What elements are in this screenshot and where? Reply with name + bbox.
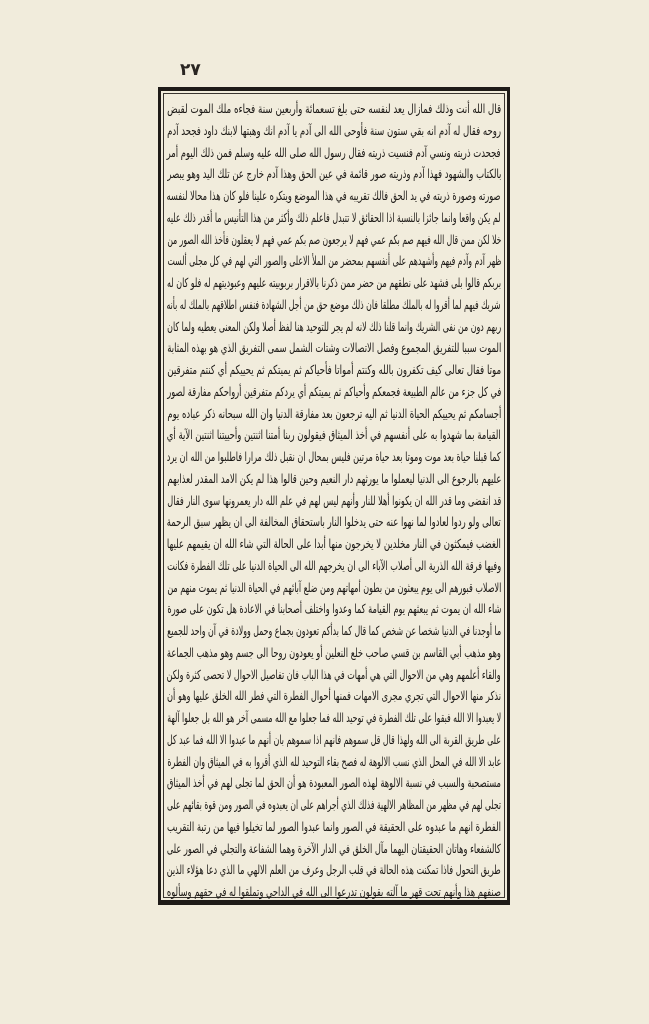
text-line: قد انقضى وما قدر الله ان يكونوا أهلا للنار وأنهم ليس لهم في علم الله دار يعمرونها سوى النار فقال	[167, 492, 501, 508]
text-line: فجحدت ذريته ونسي آدم فنسيت ذريته فقال رسول الله صلى الله عليه وسلم فمن ذلك اليوم أمر	[167, 144, 501, 160]
text-line: ظهر آدم وآدم فيهم وأشهدهم على أنفسهم بمحضر من الملأ الاعلى والصور التي لهم في كل مجلى ألست	[167, 253, 501, 269]
text-line: تجلى لهم في مظهر من المظاهر الالهية فذلك الذي أجراهم على ان يعبدوه في الصور ومن قوة بقائهم على	[167, 797, 501, 812]
text-line: الفطرة انهم ما عبدوه على الحقيقة في الصور وانما عبدوا الصور لما تخيلوا فيها من رتبة التقريب	[167, 818, 501, 834]
text-line: لا يعبدوا الا الله فبقوا على تلك الفطرة في توحيد الله فما جعلوا مع الله مسمى آخر هو الله بل جعلوا آلهة	[167, 710, 501, 725]
text-line: كما قبلنا حياة بعد موت وموتا بعد حياة مرتين فليس بمحال ان نقبل ذلك مرارا فاطلبوا من الله ان يرد	[167, 449, 501, 464]
text-line: لم يكن واقعا وانما جائزا بالنسبة اذا الحقائق لا تتبدل فاعلم ذلك وأكثر من هذا التأنيس ما أقدر ذلك عليه	[167, 209, 501, 225]
text-line: صنفهم هذا وأنهم تحت قهر ما آلته يقولون تدرعوا الى الله في الداجي وتملقوا له في حقهم وسألوه	[167, 884, 501, 899]
text-line: روحه فقال له آدم انه بقي ستون سنة فأوحى الله الى آدم يا آدم انك وهبتها لابنك داود فجحد آدم	[167, 122, 501, 138]
text-line: وفيها فرقة الله الذرية الى أصلاب الآباء الى ان يخرجهم الله الى الحياة الدنيا على تلك الفطرة فكانت	[167, 557, 501, 573]
text-line: بربكم قالوا بلى فشهد على نطقهم من حضر ممن ذكرنا بالاقرار بربوبيته عليهم وعبوديتهم له فلو كان له	[167, 275, 501, 290]
text-line: تعالى ولو ردوا لعادوا لما نهوا عنه حتى يدخلوا النار باستحقاق المخالفة الى ان يظهر سبق الرحمة	[167, 514, 501, 530]
text-line: مستصحبة والسبب في نسبة الالوهة لهذه الصور المعبودة هو أن الحق لما تجلى لهم في أخذ الميثاق	[167, 775, 501, 791]
text-line: الغضب فيمكثون في النار مخلدين لا يخرجون منها أبدا على الحالة التي شاء الله ان يقيمهم عليها	[167, 536, 501, 551]
text-line: عليهم بالرجوع الى الدنيا ليعملوا ما يورثهم دار النعيم وحين قالوا هذا لم يكن الامد المقدر لعذابهم	[167, 470, 501, 486]
text-line: وهو مذهب أبي القاسم بن قسي صاحب خلع النعلين أو يعودون روحا الى جسم وهو مذهب الجماعة	[167, 644, 501, 660]
text-line: صورته وصورة ذريته في يد الحق فالك تقريبه في هذا الموضع ويتكره علينا فلو كان هذا محالا لنفسه	[167, 188, 501, 203]
text-frame	[158, 87, 510, 905]
text-line: قال الله أنت وذلك فمازال يعد لنفسه حتى بلغ تسعمائة وأربعين سنة فجاءه ملك الموت لقبض	[167, 101, 501, 116]
text-line: شريك فيهم لما أقروا له بالملك مطلقا فان ذلك موضع حق من أجل الشهادة فنفس اطلاقهم بالملك له بأنه	[167, 296, 501, 312]
text-line: شاء الله ان يموت ثم يبعثهم يوم القيامة كما وعدوا واختلف أصحابنا في الاعادة هل تكون على صورة	[167, 601, 501, 617]
body-text	[167, 98, 501, 903]
text-line: على طريق القربة الى الله ولهذا قال قل سموهم فانهم اذا سموهم بان أنهم ما عبدوا الا الله فما عبد كل	[167, 731, 501, 747]
text-line: أجسامكم ثم يحييكم الحياة الدنيا ثم اليه ترجعون بعد مفارقة الدنيا وان الله سبحانه ذكر عباده يوم	[167, 405, 501, 421]
text-line: نذكر منها الاحوال التي تجري مجرى الامهات فمنها أحوال الفطرة التي فطر الله الخلق عليها وهو أن	[167, 688, 501, 704]
text-line: ما أوجدنا في الدنيا شخصا عن شخص كما قال كما بدأكم تعودون بجماع وحمل وولادة في آن واحد للجميع	[167, 623, 501, 638]
text-line: القيامة بما شهدوا به على أنفسهم في أخذ الميثاق فيقولون ربنا أمتنا اثنتين وأحييتنا اثنتين الآية أي	[167, 427, 501, 443]
text-line: في كل جزء من عالم الطبيعة فجمعكم وأحياكم ثم يميتكم أي يردكم متفرقين أرواحكم مفارقة لصور	[167, 383, 501, 399]
text-line: الاصلاب قبورهم الى يوم يبعثون من بطون أمهاتهم ومن ضلع آبائهم في الحياة الدنيا ثم يموت منهم من	[167, 579, 501, 595]
text-line: خلا لكن ممن قال الله فيهم صم بكم عمي فهم لا يرجعون صم بكم عمي فهم لا يعقلون فأخذ الله الصور من	[167, 231, 501, 247]
text-line: بالكتاب والشهود فهذا آدم وذريته صور قائمة في عين الحق وهذا آدم خارج عن تلك اليد وهو يبصر	[167, 166, 501, 182]
text-line: كالشفعاء وهاتان الحقيقتان اليهما مآل الخلق في الدار الآخرة وهما الشفاعة والتجلي في الصور على	[167, 840, 501, 856]
text-line: عابد الا الله في المحل الذي نسب الالوهة له فصح بقاء التوحيد لله الذي أقروا به في الميثاق وان الفطرة	[167, 753, 501, 769]
text-line: طريق التحول فاذا تمكنت هذه الحالة في قلب الرجل وعرف من العلم الالهي ما الذي دعا هؤلاء الذين	[167, 862, 501, 878]
text-line: الموت سببا للتفريق المجموع وفصل الاتصالات وشتات الشمل سمى التفريق الذي هو بهذه المثابة	[167, 340, 501, 356]
text-line: والقاء أعلمهم وهي من الاحوال التي هي أمهات في هذا الباب فان تفاصيل الاحوال لا تحصى كثرة ولكن	[167, 666, 501, 682]
page-number: ٢٧	[180, 60, 201, 80]
text-line: موتا فقال تعالى كيف تكفرون بالله وكنتم أمواتا فأحياكم ثم يميتكم ثم يحييكم أي كنتم متفرقين	[167, 362, 501, 377]
text-line: ربهم دون من نفى الشريك وانما قلنا ذلك لانه لم يجر للتوحيد هنا لفظ أصلا ولكن المعنى يعطيه ولما كان	[167, 318, 501, 334]
